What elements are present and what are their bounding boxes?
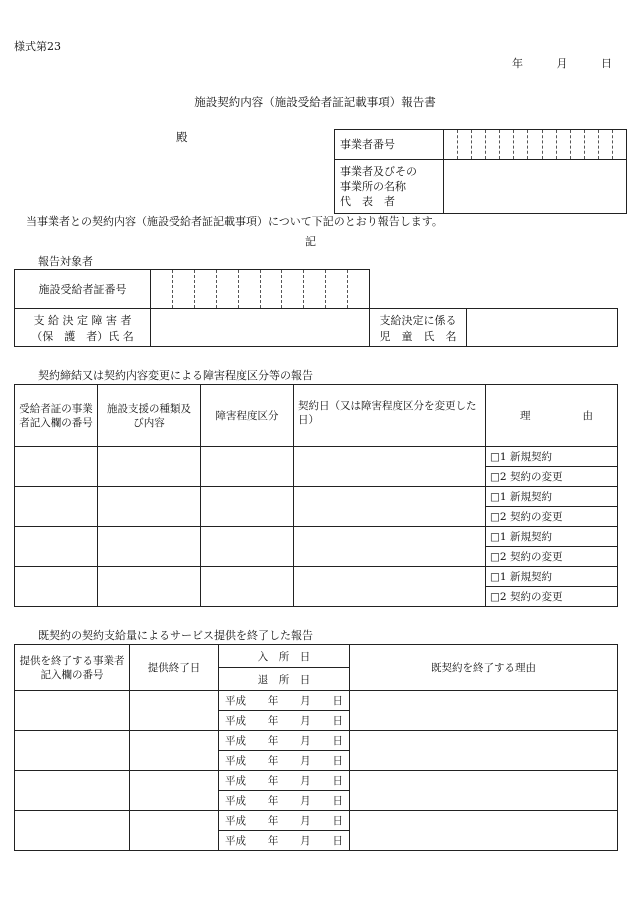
guardian-name-label-1: 支 給 決 定 障 害 者 <box>33 313 132 327</box>
contract-cell[interactable] <box>15 487 98 527</box>
contract-cell[interactable] <box>98 567 201 607</box>
option-contract-change[interactable]: □2 契約の変更 <box>486 507 618 527</box>
date-entry[interactable]: 平成 年 月 日 <box>219 791 350 811</box>
end-cell[interactable] <box>15 811 130 851</box>
end-header-end-date: 提供終了日 <box>130 645 219 691</box>
child-name-label <box>370 309 467 347</box>
notice-text: 当事業者との契約内容（施設受給者証記載事項）について下記のとおり報告します。 <box>26 215 443 228</box>
document-title: 施設契約内容（施設受給者証記載事項）報告書 <box>194 95 436 109</box>
end-header-discharge: 退 所 日 <box>219 668 350 691</box>
child-name-field[interactable] <box>467 309 618 347</box>
date-entry[interactable]: 平成 年 月 日 <box>219 811 350 831</box>
addressee: 殿 <box>176 130 188 144</box>
end-header-number: 提供を終了する事業者記入欄の番号 <box>15 645 130 691</box>
contract-header-reason <box>486 385 618 447</box>
provider-name-label-1: 事業者及びその <box>340 165 417 178</box>
provider-number-label: 事業者番号 <box>335 130 444 160</box>
option-new-contract[interactable]: □1 新規契約 <box>486 487 618 507</box>
provider-name-label-3: 代 表 者 <box>340 195 395 208</box>
provider-name-label <box>335 160 444 214</box>
contract-cell[interactable] <box>294 487 486 527</box>
contract-cell[interactable] <box>201 487 294 527</box>
contract-cell[interactable] <box>201 527 294 567</box>
date-day: 日 <box>601 57 612 70</box>
contract-cell[interactable] <box>294 447 486 487</box>
end-reason-cell[interactable] <box>350 811 618 851</box>
end-cell[interactable] <box>130 731 219 771</box>
option-new-contract[interactable]: □1 新規契約 <box>486 527 618 547</box>
contract-cell[interactable] <box>294 567 486 607</box>
contract-cell[interactable] <box>15 527 98 567</box>
contract-header-level: 障害程度区分 <box>201 385 294 447</box>
date-entry[interactable]: 平成 年 月 日 <box>219 771 350 791</box>
contract-cell[interactable] <box>201 567 294 607</box>
date-entry[interactable]: 平成 年 月 日 <box>219 731 350 751</box>
end-cell[interactable] <box>130 811 219 851</box>
end-reason-cell[interactable] <box>350 771 618 811</box>
contract-table <box>14 384 618 607</box>
contract-header-support: 施設支援の種類及び内容 <box>98 385 201 447</box>
end-reason-cell[interactable] <box>350 691 618 731</box>
end-table <box>14 644 618 851</box>
contract-cell[interactable] <box>98 447 201 487</box>
contract-header-reason-b: 由 <box>582 410 593 422</box>
form-number: 様式第23 <box>14 40 61 53</box>
contract-cell[interactable] <box>98 527 201 567</box>
end-cell[interactable] <box>130 771 219 811</box>
child-name-label-1: 支給決定に係る <box>379 313 457 327</box>
date-entry[interactable]: 平成 年 月 日 <box>219 691 350 711</box>
contract-cell[interactable] <box>294 527 486 567</box>
cert-number-label: 施設受給者証番号 <box>15 270 151 309</box>
provider-number-field[interactable] <box>444 130 627 160</box>
guardian-name-label-2: （保 護 者）氏 名 <box>31 329 134 343</box>
end-reason-cell[interactable] <box>350 731 618 771</box>
provider-name-field[interactable] <box>444 160 627 214</box>
end-cell[interactable] <box>15 731 130 771</box>
end-section-title: 既契約の契約支給量によるサービス提供を終了した報告 <box>38 629 313 642</box>
contract-cell[interactable] <box>15 447 98 487</box>
end-cell[interactable] <box>130 691 219 731</box>
ki-mark: 記 <box>305 235 316 248</box>
option-contract-change[interactable]: □2 契約の変更 <box>486 467 618 487</box>
contract-header-reason-a: 理 <box>520 410 531 422</box>
option-contract-change[interactable]: □2 契約の変更 <box>486 547 618 567</box>
option-new-contract[interactable]: □1 新規契約 <box>486 567 618 587</box>
target-section-label: 報告対象者 <box>38 255 93 268</box>
date-entry[interactable]: 平成 年 月 日 <box>219 831 350 851</box>
contract-cell[interactable] <box>15 567 98 607</box>
provider-name-label-2: 事業所の名称 <box>340 180 406 193</box>
date-month: 月 <box>556 57 568 70</box>
contract-header-date: 契約日（又は障害程度区分を変更した日） <box>294 385 486 447</box>
date-line <box>512 55 612 71</box>
contract-cell[interactable] <box>98 487 201 527</box>
option-new-contract[interactable]: □1 新規契約 <box>486 447 618 467</box>
date-entry[interactable]: 平成 年 月 日 <box>219 751 350 771</box>
date-entry[interactable]: 平成 年 月 日 <box>219 711 350 731</box>
guardian-name-label <box>15 309 151 347</box>
option-contract-change[interactable]: □2 契約の変更 <box>486 587 618 607</box>
contract-section-title: 契約締結又は契約内容変更による障害程度区分等の報告 <box>38 369 313 382</box>
cert-number-field[interactable] <box>151 270 370 309</box>
target-table <box>14 269 618 347</box>
end-header-reason: 既契約を終了する理由 <box>350 645 618 691</box>
end-cell[interactable] <box>15 691 130 731</box>
date-year: 年 <box>512 57 523 70</box>
end-cell[interactable] <box>15 771 130 811</box>
contract-header-number: 受給者証の事業者記入欄の番号 <box>15 385 98 447</box>
contract-cell[interactable] <box>201 447 294 487</box>
guardian-name-field[interactable] <box>151 309 370 347</box>
end-header-admission: 入 所 日 <box>219 645 350 668</box>
provider-table <box>334 129 627 214</box>
child-name-label-2: 児 童 氏 名 <box>379 329 457 343</box>
